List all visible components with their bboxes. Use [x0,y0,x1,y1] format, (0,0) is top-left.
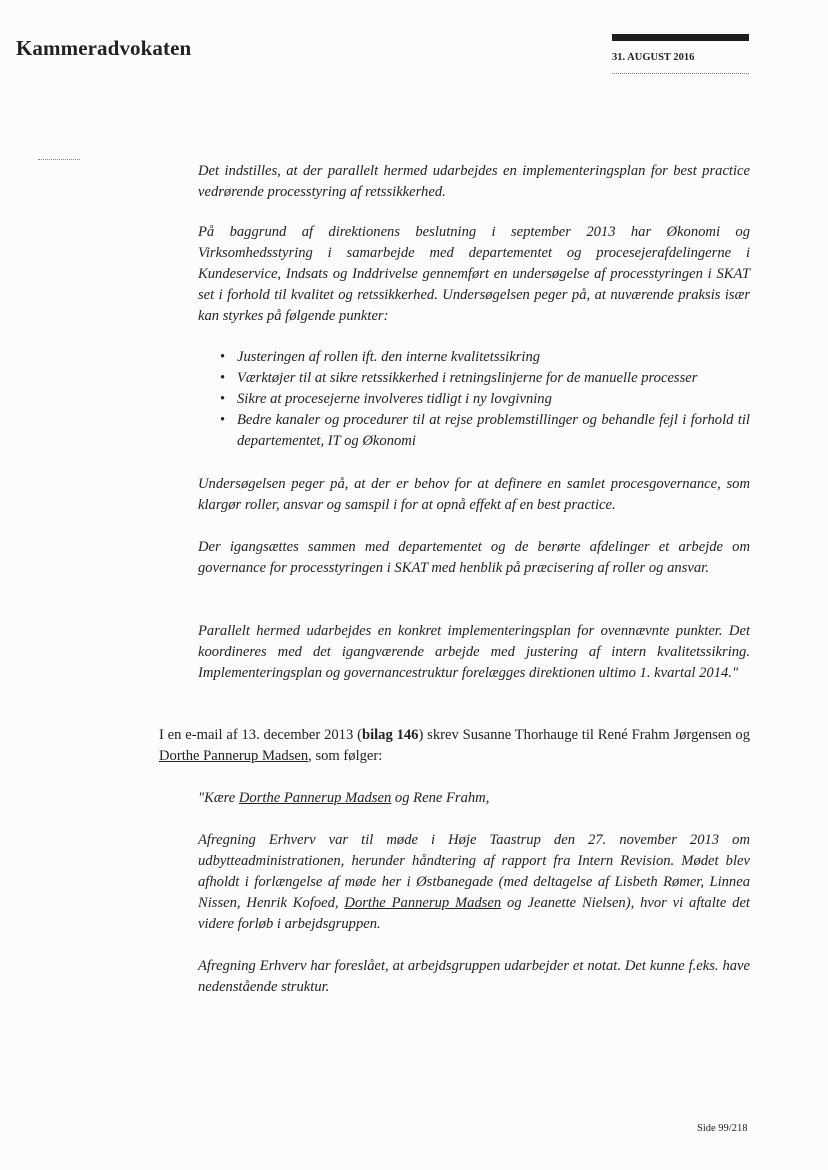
quote-paragraph-2: På baggrund af direktionens beslutning i september 2013 har Økonomi og Virksomhedsstyring i samarbejde med departementet og procesejerafdelingerne i Kundeservice, Indsats og Inddrivelse gennemført en undersøgelse af processtyringen i SKAT set i forhold til kvalitet og retssikkerhed. Undersøgelsen peger på, at nuværende praksis især kan styrkes på følgende punkter: [198,224,750,324]
bullet-icon: • [220,391,226,407]
quote-salutation: "Kære Dorthe Pannerup Madsen og Rene Frahm, [198,790,490,806]
quote-paragraph-7: Afregning Erhverv har foreslået, at arbejdsgruppen udarbejder et notat. Det kunne f.eks. have nedenstående struktur. [198,958,750,995]
header-bar [612,34,749,41]
quote-paragraph-5: Parallelt hermed udarbejdes en konkret implementeringsplan for ovennævnte punkter. Det koordineres med det igangværende arbejde med justering af intern kvalitetssikring. Implementeringsplan og governancestruktur forelægges direktionen ultimo 1. kvartal 2014." [198,623,750,681]
list-item: • Værktøjer til at sikre retssikkerhed i retningslinjerne for de manuelle processer [198,368,750,389]
margin-marker [38,159,80,160]
page-number: Side 99/218 [697,1123,748,1134]
person-name-link: Dorthe Pannerup Madsen [238,790,392,806]
quote-paragraph-4: Der igangsættes sammen med departementet og de berørte afdelinger et arbejde om governance for processtyringen i SKAT med henblik på præcisering af roller og ansvar. [198,539,750,576]
document-date: 31. AUGUST 2016 [612,52,695,63]
list-item: • Justeringen af rollen ift. den interne kvalitetssikring [198,347,750,368]
list-item: • Sikre at procesejerne involveres tidligt i ny lovgivning [198,389,750,410]
bullet-icon: • [220,349,226,365]
bullet-list [198,347,750,452]
list-item: • Bedre kanaler og procedurer til at rejse problemstillinger og behandle fejl i forhold til departementet, IT og Økonomi [220,412,750,449]
bullet-icon: • [220,412,226,428]
kammeradvokaten-logo: Kammeradvokaten [16,36,192,60]
bullet-icon: • [220,370,226,386]
header-divider [612,73,749,74]
bilag-reference: bilag 146 [361,727,419,743]
quote-paragraph-6: Afregning Erhverv var til møde i Høje Taastrup den 27. november 2013 om udbytteadministrationen, herunder håndtering af rapport fra Intern Revision. Mødet blev afholdt i forlængelse af møde her i Østbanegade (med deltagelse af Lisbeth Rømer, Linnea Nissen, Henrik Kofoed, Dorthe Pannerup Madsen og Jeanette Nielsen), hvor vi aftalte det videre forløb i arbejdsgruppen. [198,832,750,932]
quote-paragraph-3: Undersøgelsen peger på, at der er behov for at definere en samlet procesgovernance, som klargør roller, ansvar og samspil i for at opnå effekt af en best practice. [198,476,750,513]
quote-paragraph-1: Det indstilles, at der parallelt hermed udarbejdes en implementeringsplan for best practice vedrørende processtyring af retssikkerhed. [198,163,750,200]
person-name-link: Dorthe Pannerup Madsen [344,895,502,911]
body-paragraph: I en e-mail af 13. december 2013 (bilag 146) skrev Susanne Thorhauge til René Frahm Jørgensen og Dorthe Pannerup Madsen, som følger: [159,727,750,764]
person-name-link: Dorthe Pannerup Madsen [159,748,309,764]
